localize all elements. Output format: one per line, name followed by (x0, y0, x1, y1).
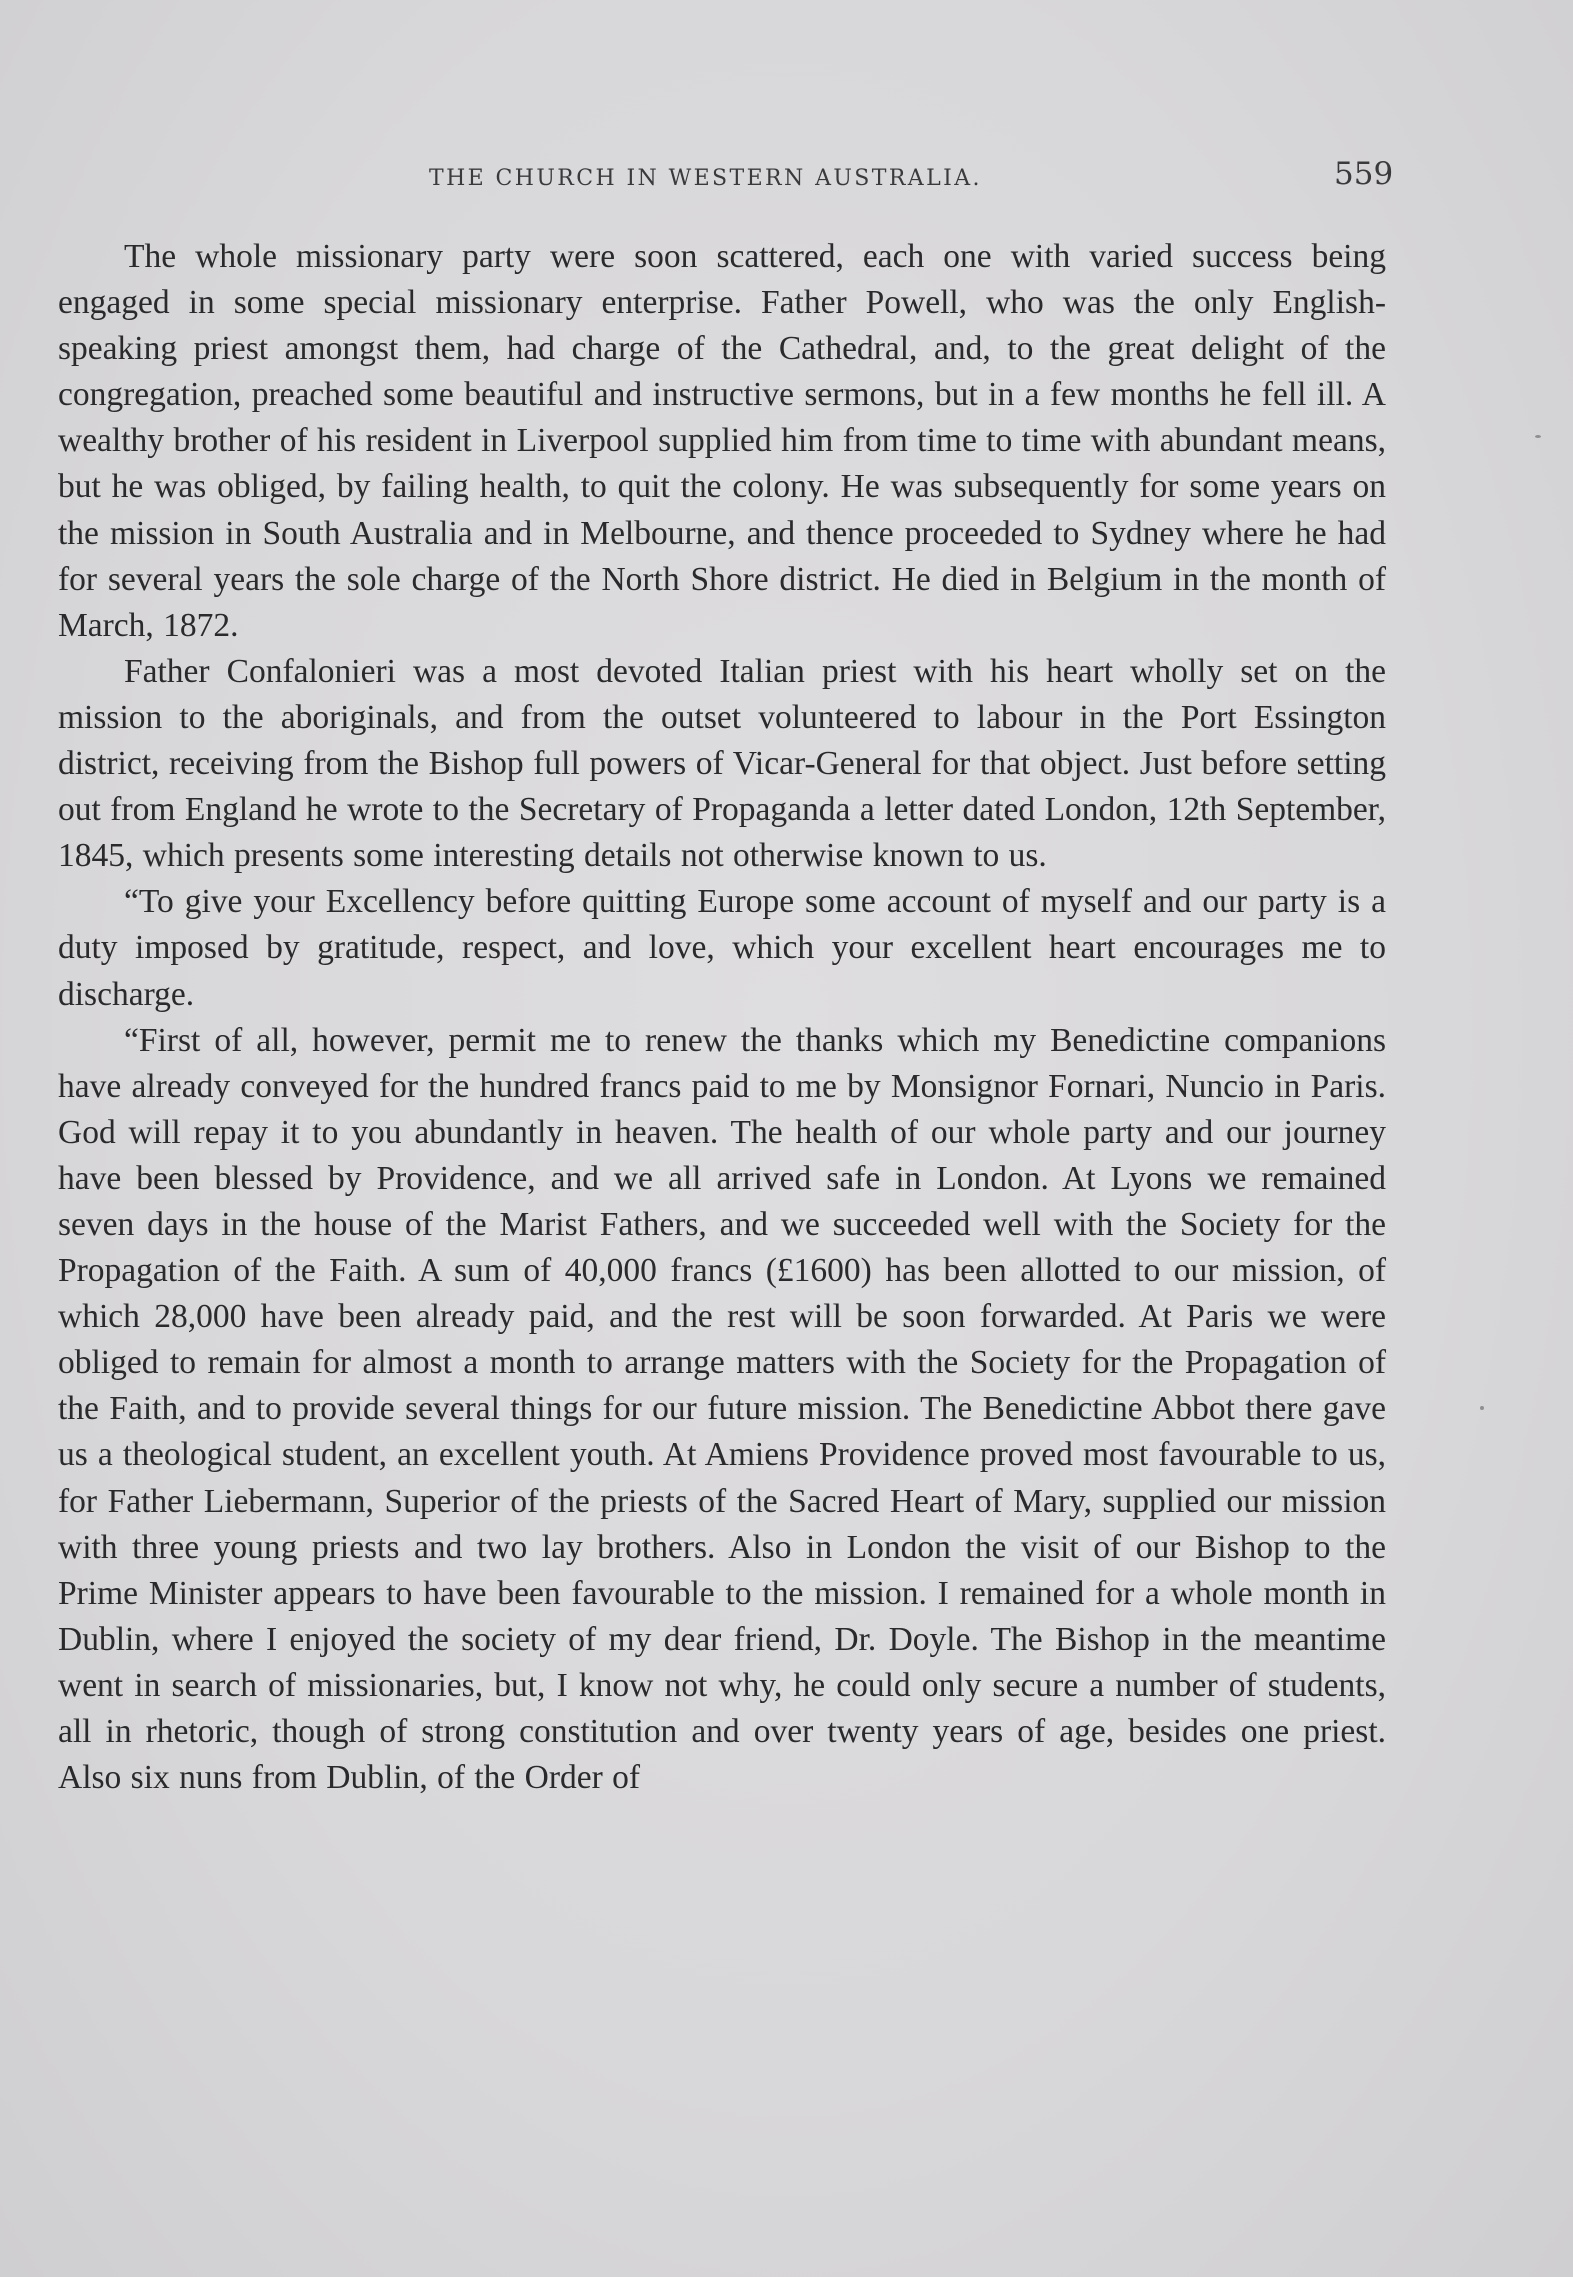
paper-speck (1535, 435, 1541, 438)
paragraph-3: “To give your Excellency before quitting Europe some account of myself and our party is a duty imposed by gratitude, respect, and love, which your excellent heart encourages me to discharge. (58, 883, 1386, 1013)
page-number: 559 (1334, 156, 1394, 192)
paper-speck (1480, 1406, 1484, 1410)
body-text (58, 234, 1386, 1801)
paragraph-2: Father Confalonieri was a most devoted Italian priest with his heart wholly set on the mission to the aboriginals, and from the outset volunteered to labour in the Port Essington district, receiving from the Bishop full powers of Vicar-General for that object. Just before setting out from England he wrote to the Secretary of Propaganda a letter dated London, 12th September, 1845, which presents some interesting details not otherwise known to us. (58, 652, 1386, 875)
running-title: THE CHURCH IN WESTERN AUSTRALIA. (429, 166, 982, 191)
paragraph-4: “First of all, however, permit me to renew the thanks which my Benedictine companions have already conveyed for the hundred francs paid to me by Monsignor Fornari, Nuncio in Paris. God will repay it to you abundantly in heaven. The health of our whole party and our journey have been blessed by Providence, and we all arrived safe in London. At Lyons we remained seven days in the house of the Marist Fathers, and we succeeded well with the Society for the Propagation of the Faith. A sum of 40,000 francs (£1600) has been allotted to our mission, of which 28,000 have been already paid, and the rest will be soon forwarded. At Paris we were obliged to remain for almost a month to arrange matters with the Society for the Propagation of the Faith, and to provide several things for our future mission. The Benedictine Abbot there gave us a theological student, an excellent youth. At Amiens Providence proved most favourable to us, for Father Liebermann, Superior of the priests of the Sacred Heart of Mary, supplied our mission with three young priests and two lay brothers. Also in London the visit of our Bishop to the Prime Minister appears to have been favourable to the mission. I remained for a whole month in Dublin, where I enjoyed the society of my dear friend, Dr. Doyle. The Bishop in the meantime went in search of missionaries, but, I know not why, he could only secure a number of students, all in rhetoric, though of strong constitution and over twenty years of age, besides one priest. Also six nuns from Dublin, of the Order of (58, 1021, 1386, 1797)
paragraph-1: The whole missionary party were soon scattered, each one with varied success being engaged in some special missionary enterprise. Father Powell, who was the only English-speaking priest amongst them, had charge of the Cathedral, and, to the great delight of the congregation, preached some beautiful and instructive sermons, but in a few months he fell ill. A wealthy brother of his resident in Liverpool supplied him from time to time with abundant means, but he was obliged, by failing health, to quit the colony. He was subsequently for some years on the mission in South Australia and in Melbourne, and thence proceeded to Sydney where he had for several years the sole charge of the North Shore district. He died in Belgium in the month of March, 1872. (58, 238, 1386, 644)
running-header (0, 156, 1573, 202)
